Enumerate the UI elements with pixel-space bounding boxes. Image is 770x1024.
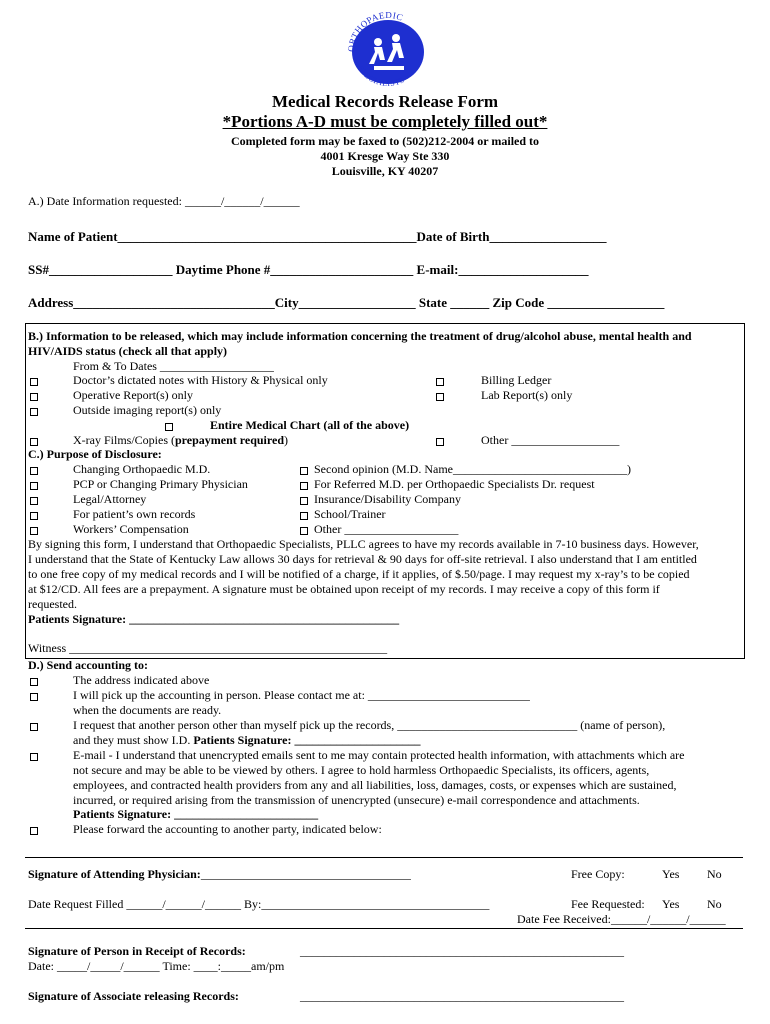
checkbox-legal[interactable] [30, 497, 38, 505]
checkbox-dictated-notes[interactable] [30, 378, 38, 386]
checkbox-other-person[interactable] [30, 723, 38, 731]
logo-top-text: ORTHOPAEDIC [345, 9, 405, 53]
send-other-person[interactable]: I request that another person other than myself pick up the records, ______________________________ (name of person), [73, 718, 666, 732]
checkbox-outside-imaging[interactable] [30, 408, 38, 416]
consent-line-5: requested. [28, 597, 77, 611]
instructions-line-3: Louisville, KY 40207 [331, 164, 439, 178]
option-dictated-notes: Doctor’s dictated notes with History & Physical only [73, 373, 328, 387]
send-other-person-2[interactable]: and they must show I.D. Patients Signature: _____________________ [73, 733, 421, 747]
free-copy-label: Free Copy: [571, 867, 625, 881]
section-b-heading: B.) Information to be released, which may include information concerning the treatment of drug/alcohol abuse, mental health and [28, 329, 692, 343]
witness-field[interactable]: Witness _____________________________________________________ [28, 641, 388, 655]
purpose-school: School/Trainer [314, 507, 386, 521]
ssn-phone-email-line[interactable]: SS#___________________ Daytime Phone #______________________ E-mail:____________________ [28, 262, 589, 277]
checkbox-operative-reports[interactable] [30, 393, 38, 401]
checkbox-billing-ledger[interactable] [436, 378, 444, 386]
date-fee-received-field[interactable]: Date Fee Received:______/______/______ [517, 912, 726, 926]
form-title: Medical Records Release Form [271, 92, 499, 111]
checkbox-school[interactable] [300, 512, 308, 520]
attending-physician-signature[interactable]: Signature of Attending Physician:___________________________________ [28, 867, 411, 881]
section-b-heading-2: HIV/AIDS status (check all that apply) [28, 344, 228, 358]
purpose-referred-md: For Referred M.D. per Orthopaedic Specialists Dr. request [314, 477, 595, 491]
checkbox-entire-chart[interactable] [165, 423, 173, 431]
purpose-legal: Legal/Attorney [73, 492, 147, 506]
checkbox-workers-comp[interactable] [30, 527, 38, 535]
fee-requested-no[interactable]: No [707, 897, 722, 911]
purpose-insurance: Insurance/Disability Company [314, 492, 461, 506]
consent-line-3: to one free copy of my medical records and I will be notified of a charge, if it applies, of $.50/page. I may request my x-ray’s to be copied [28, 567, 690, 581]
option-xray: X-ray Films/Copies (prepayment required) [73, 433, 289, 447]
purpose-other[interactable]: Other ___________________ [314, 522, 459, 536]
email-patient-signature[interactable]: Patients Signature: ________________________ [73, 807, 319, 821]
send-address-above: The address indicated above [73, 673, 210, 687]
patient-name-dob-line[interactable]: Name of Patient______________________________________________Date of Birth__________________ [28, 229, 607, 244]
date-requested-field[interactable]: A.) Date Information requested: ______/______/______ [28, 194, 300, 208]
option-other-info[interactable]: Other __________________ [481, 433, 620, 447]
purpose-second-opinion[interactable]: Second opinion (M.D. Name_____________________________) [314, 462, 631, 476]
address-line[interactable]: Address_______________________________City__________________ State ______ Zip Code __________________ [28, 295, 665, 310]
instructions-line-1: Completed form may be faxed to (502)212-2004 or mailed to [230, 134, 540, 148]
checkbox-second-opinion[interactable] [300, 467, 308, 475]
purpose-own-records: For patient’s own records [73, 507, 196, 521]
receipt-signature-line[interactable]: ______________________________________________________ [300, 944, 624, 958]
date-request-filled-field[interactable]: Date Request Filled ______/______/______ By:______________________________________ [28, 897, 490, 911]
consent-line-2: I understand that the State of Kentucky Law allows 30 days for retrieval & 90 days for off-site retrieval. I also understand that I am entitled [28, 552, 697, 566]
form-subtitle: *Portions A-D must be completely filled out* [222, 112, 548, 131]
purpose-pcp: PCP or Changing Primary Physician [73, 477, 248, 491]
consent-line-1: By signing this form, I understand that Orthopaedic Specialists, PLLC agrees to have my records available in 7-10 business days. However, [28, 537, 699, 551]
checkbox-address-above[interactable] [30, 678, 38, 686]
send-email-line-3: employees, and contracted health providers from any and all liabilities, loss, damages, costs, or expenses which are sustained, [73, 778, 677, 792]
free-copy-no[interactable]: No [707, 867, 722, 881]
checkbox-other-info[interactable] [436, 438, 444, 446]
receipt-signature-label: Signature of Person in Receipt of Records: [28, 944, 246, 958]
checkbox-changing-md[interactable] [30, 467, 38, 475]
option-billing-ledger: Billing Ledger [481, 373, 552, 387]
free-copy-yes[interactable]: Yes [662, 867, 680, 881]
associate-signature-label: Signature of Associate releasing Records: [28, 989, 239, 1003]
checkbox-forward-party[interactable] [30, 827, 38, 835]
checkbox-referred-md[interactable] [300, 482, 308, 490]
checkbox-own-records[interactable] [30, 512, 38, 520]
send-email-line-2: not secure and may be able to be viewed by others. I agree to hold harmless Orthopaedic Specialists, its officers, agents, [73, 763, 650, 777]
option-lab-reports: Lab Report(s) only [481, 388, 573, 402]
option-entire-chart: Entire Medical Chart (all of the above) [210, 418, 410, 432]
send-forward-party: Please forward the accounting to another party, indicated below: [73, 822, 382, 836]
checkbox-insurance[interactable] [300, 497, 308, 505]
consent-line-4: at $12/CD. All fees are a prepayment. A signature must be obtained upon receipt of my records. I may receive a copy of this form if [28, 582, 660, 596]
instructions-line-2: 4001 Kresge Way Ste 330 [320, 149, 450, 163]
fee-requested-yes[interactable]: Yes [662, 897, 680, 911]
checkbox-email[interactable] [30, 753, 38, 761]
checkbox-pick-up-self[interactable] [30, 693, 38, 701]
orthopaedic-specialists-logo [344, 8, 432, 92]
checkbox-xray[interactable] [30, 438, 38, 446]
option-operative-reports: Operative Report(s) only [73, 388, 193, 402]
purpose-changing-md: Changing Orthopaedic M.D. [73, 462, 211, 476]
send-pick-up-self-2: when the documents are ready. [73, 703, 222, 717]
associate-signature-line[interactable]: ______________________________________________________ [300, 989, 624, 1003]
section-c-heading: C.) Purpose of Disclosure: [28, 447, 162, 461]
checkbox-lab-reports[interactable] [436, 393, 444, 401]
send-email-line-4: incurred, or required arising from the transmission of unencrypted (unsecure) e-mail correspondence and attachments. [73, 793, 640, 807]
logo-bottom-text: SPECIALISTS [356, 64, 406, 89]
purpose-workers-comp: Workers’ Compensation [73, 522, 189, 536]
from-to-dates-field[interactable]: From & To Dates ___________________ [73, 359, 274, 373]
fee-requested-label: Fee Requested: [571, 897, 645, 911]
checkbox-other-purpose[interactable] [300, 527, 308, 535]
section-d-heading: D.) Send accounting to: [28, 658, 149, 672]
send-pick-up-self[interactable]: I will pick up the accounting in person. Please contact me at: ___________________________ [73, 688, 530, 702]
checkbox-pcp[interactable] [30, 482, 38, 490]
receipt-date-time-field[interactable]: Date: _____/_____/______ Time: ____:_____am/pm [28, 959, 285, 973]
patient-signature-field[interactable]: Patients Signature: _____________________________________________ [28, 612, 400, 626]
send-email-line-1: E-mail - I understand that unencrypted emails sent to me may contain protected health information, with attachments which are [73, 748, 685, 762]
option-outside-imaging: Outside imaging report(s) only [73, 403, 222, 417]
